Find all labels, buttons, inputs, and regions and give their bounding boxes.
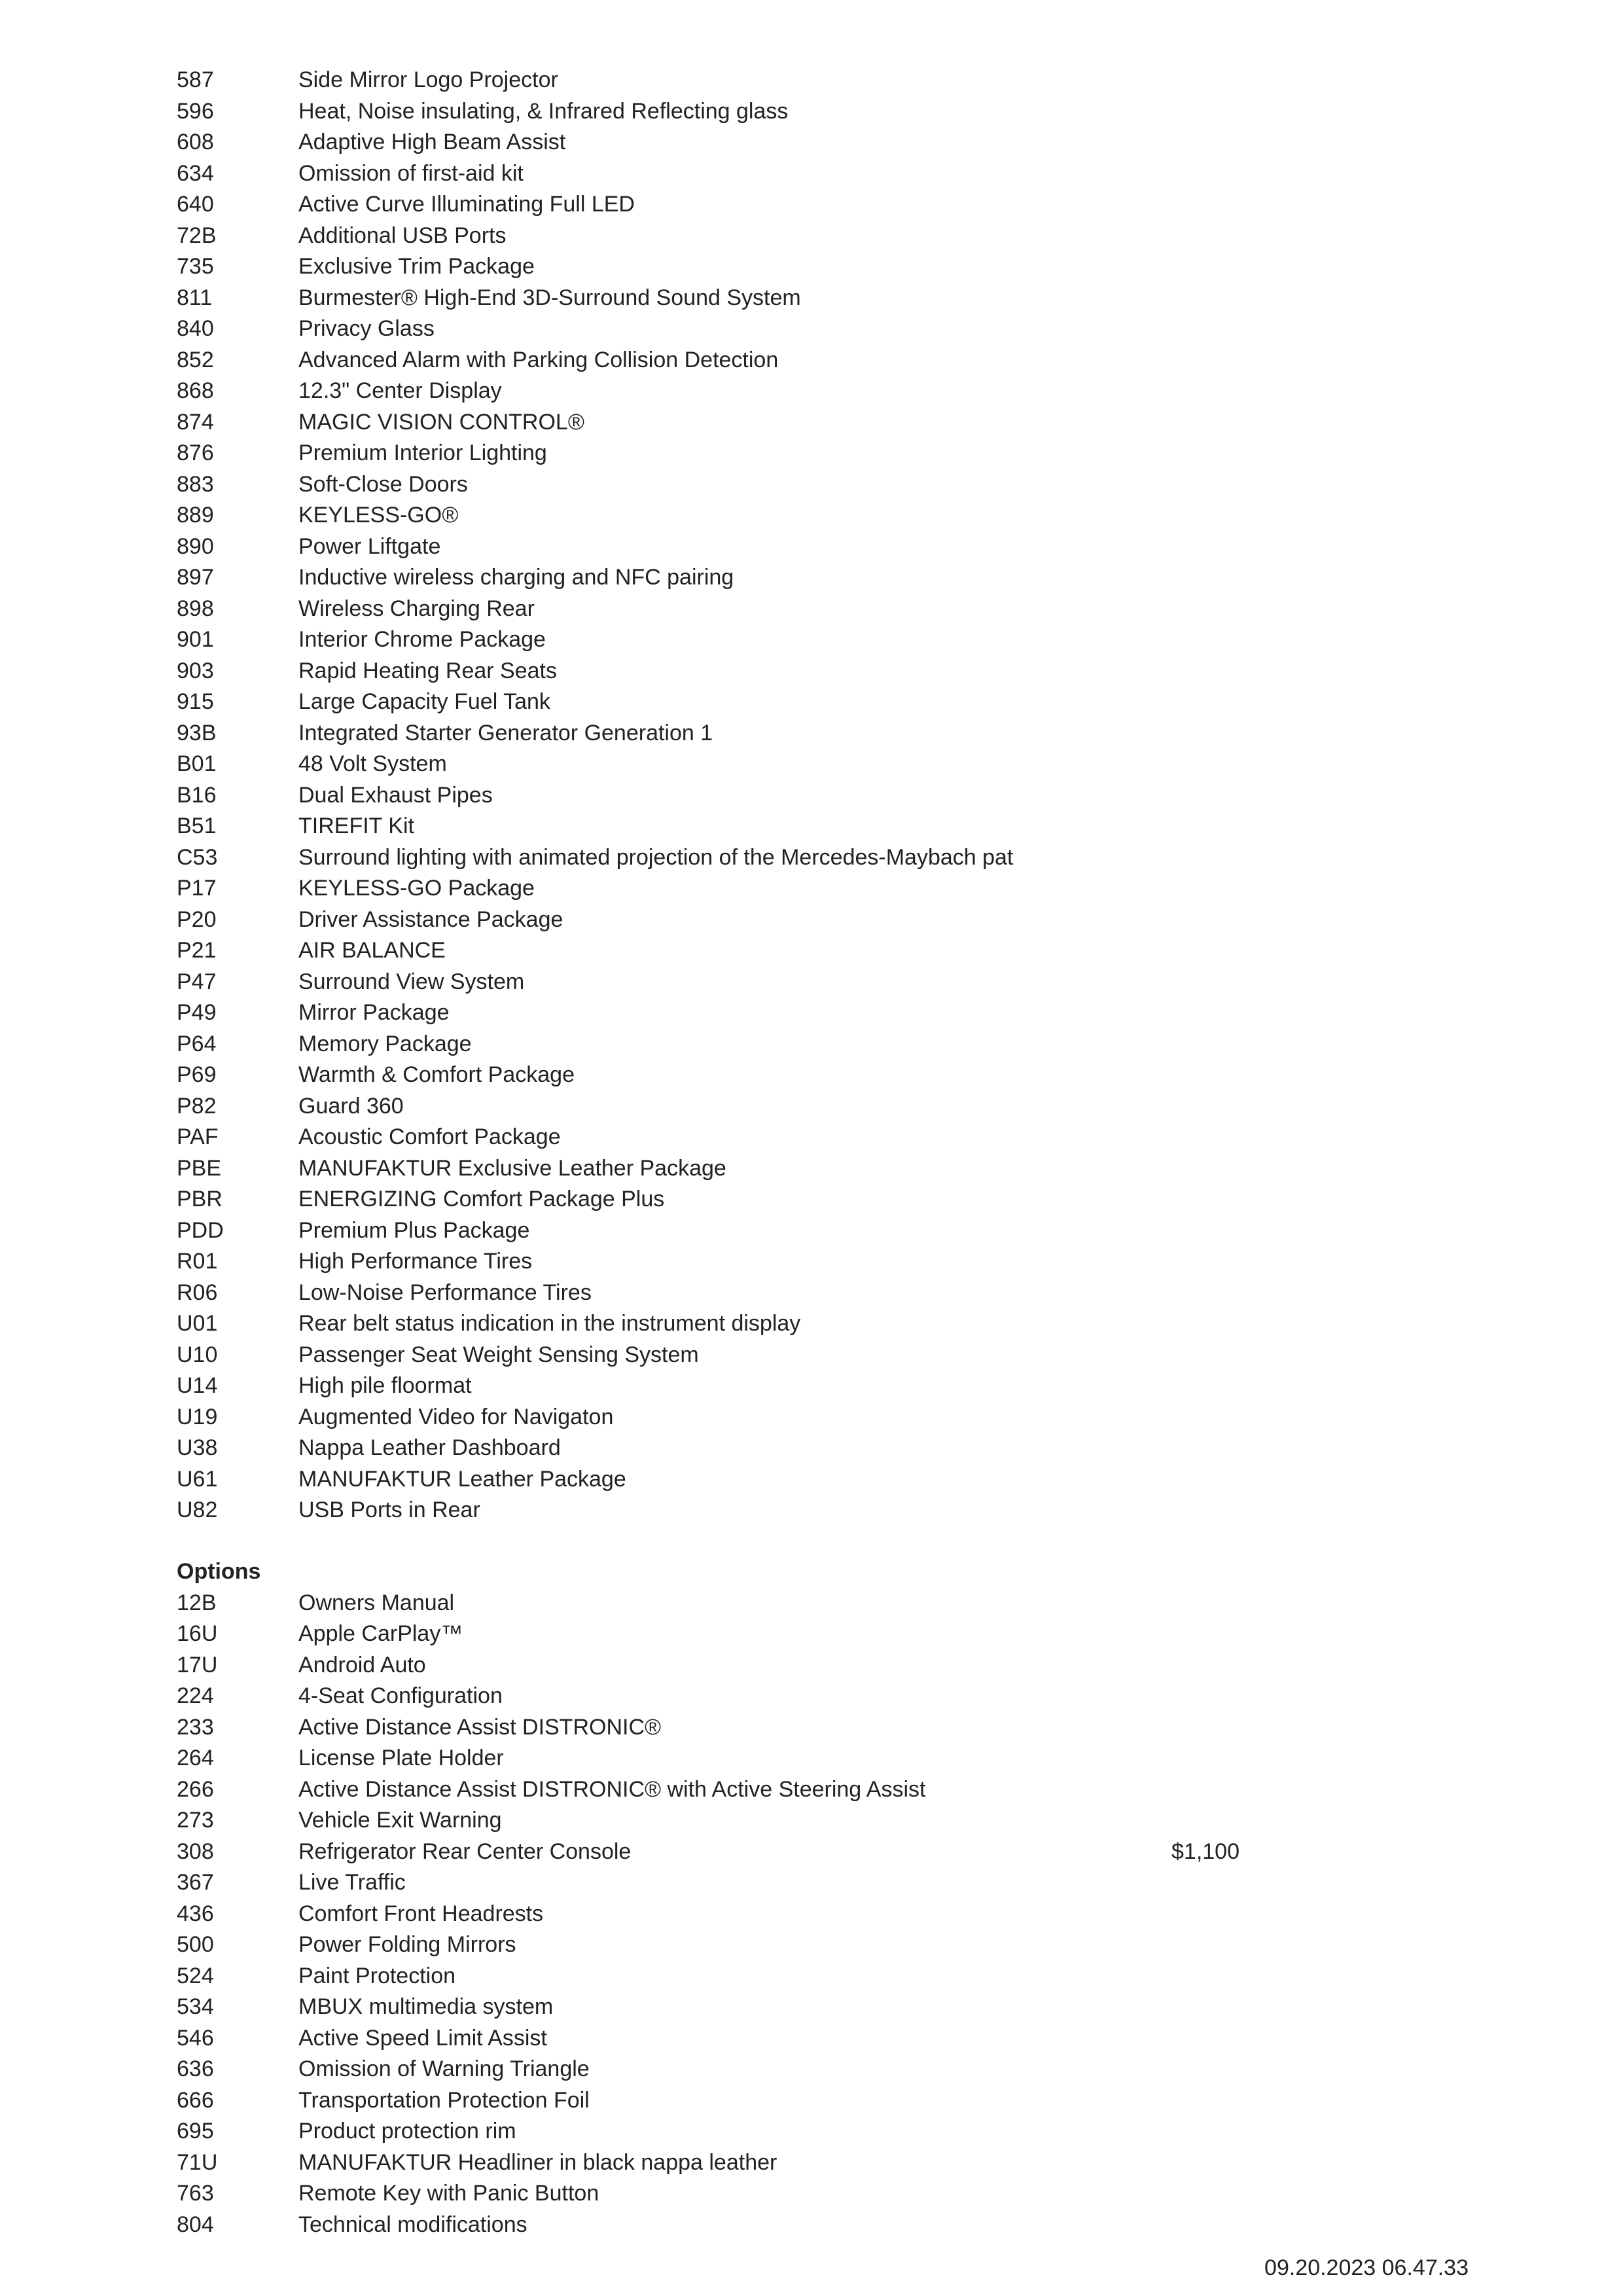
- list-item: [177, 1091, 1355, 1122]
- item-description: High Performance Tires: [298, 1249, 533, 1274]
- item-description: Rear belt status indication in the instrument display: [298, 1311, 801, 1336]
- item-description: Additional USB Ports: [298, 223, 507, 248]
- list-item: [177, 189, 1355, 221]
- item-code: 840: [177, 316, 214, 341]
- footer-timestamp: 09.20.2023 06.47.33: [1264, 2255, 1469, 2280]
- item-code: P21: [177, 938, 217, 963]
- list-item: [177, 221, 1355, 252]
- item-description: 4-Seat Configuration: [298, 1683, 503, 1708]
- item-description: Apple CarPlay™: [298, 1621, 463, 1646]
- item-description: MANUFAKTUR Headliner in black nappa leather: [298, 2149, 777, 2175]
- list-item: [177, 2116, 1355, 2147]
- item-description: MAGIC VISION CONTROL®: [298, 409, 584, 435]
- list-item: [177, 1619, 1355, 1650]
- item-code: 308: [177, 1839, 214, 1864]
- list-item: [177, 407, 1355, 439]
- list-item: [177, 1743, 1355, 1774]
- item-code: 273: [177, 1808, 214, 1833]
- item-code: P82: [177, 1093, 217, 1119]
- item-description: Heat, Noise insulating, & Infrared Reflecting glass: [298, 98, 789, 124]
- item-code: 915: [177, 689, 214, 714]
- item-description: License Plate Holder: [298, 1746, 504, 1770]
- list-item: [177, 594, 1355, 625]
- item-description: Mirror Package: [298, 1000, 450, 1025]
- item-description: Technical modifications: [298, 2212, 527, 2237]
- list-item: [177, 1867, 1355, 1899]
- list-item: [177, 1495, 1355, 1526]
- item-description: Integrated Starter Generator Generation 1: [298, 720, 713, 745]
- list-item: [177, 1774, 1355, 1806]
- list-item: [177, 1464, 1355, 1496]
- list-item: [177, 1060, 1355, 1091]
- item-description: Privacy Glass: [298, 316, 435, 341]
- item-description: Surround lighting with animated projection of the Mercedes-Maybach pat: [298, 844, 1014, 870]
- item-description: 12.3" Center Display: [298, 378, 502, 403]
- item-description: Premium Interior Lighting: [298, 440, 547, 465]
- item-description: Power Folding Mirrors: [298, 1932, 516, 1957]
- item-code: 876: [177, 440, 214, 465]
- item-description: Active Curve Illuminating Full LED: [298, 192, 635, 217]
- item-description: Soft-Close Doors: [298, 471, 468, 497]
- item-description: Side Mirror Logo Projector: [298, 67, 558, 92]
- list-item: [177, 2054, 1355, 2085]
- item-description: Power Liftgate: [298, 533, 441, 559]
- item-code: 735: [177, 254, 214, 279]
- item-description: Rapid Heating Rear Seats: [298, 658, 558, 683]
- list-item: [177, 687, 1355, 718]
- item-description: ENERGIZING Comfort Package Plus: [298, 1187, 665, 1211]
- item-description: High pile floormat: [298, 1373, 472, 1398]
- list-item: [177, 1961, 1355, 1992]
- item-code: 16U: [177, 1621, 218, 1646]
- item-description: Android Auto: [298, 1652, 426, 1677]
- item-code: 804: [177, 2212, 214, 2237]
- item-description: Transportation Protection Foil: [298, 2087, 590, 2113]
- list-item: [177, 314, 1355, 345]
- list-item: [177, 2210, 1355, 2241]
- item-code: 640: [177, 192, 214, 217]
- item-code: R01: [177, 1249, 218, 1274]
- item-code: 71U: [177, 2149, 218, 2175]
- item-code: PDD: [177, 1217, 224, 1243]
- item-description: MANUFAKTUR Leather Package: [298, 1466, 626, 1492]
- item-description: Owners Manual: [298, 1590, 455, 1615]
- item-code: 93B: [177, 720, 217, 745]
- list-item: [177, 1899, 1355, 1930]
- item-price: $1,100: [1171, 1839, 1240, 1864]
- item-description: Burmester® High-End 3D-Surround Sound System: [298, 285, 801, 310]
- item-code: P17: [177, 876, 217, 901]
- item-code: P20: [177, 906, 217, 932]
- item-code: R06: [177, 1280, 218, 1305]
- item-code: 852: [177, 347, 214, 372]
- item-code: U01: [177, 1311, 218, 1336]
- item-description: TIREFIT Kit: [298, 814, 414, 838]
- list-item: [177, 1340, 1355, 1371]
- list-item: [177, 65, 1355, 96]
- list-item: [177, 967, 1355, 998]
- item-description: Nappa Leather Dashboard: [298, 1435, 561, 1460]
- list-item: [177, 1650, 1355, 1681]
- list-item: [177, 873, 1355, 905]
- item-description: Low-Noise Performance Tires: [298, 1280, 592, 1305]
- list-item: [177, 2023, 1355, 2054]
- item-description: AIR BALANCE: [298, 938, 446, 963]
- list-item: [177, 251, 1355, 283]
- list-item: [177, 96, 1355, 128]
- item-code: 666: [177, 2087, 214, 2113]
- options-section: [177, 1556, 1355, 2240]
- item-code: U38: [177, 1435, 218, 1460]
- list-item: [177, 2147, 1355, 2179]
- item-code: 763: [177, 2181, 214, 2206]
- item-code: 889: [177, 503, 214, 528]
- item-description: KEYLESS-GO®: [298, 503, 459, 528]
- list-item: [177, 1929, 1355, 1961]
- list-item: [177, 1308, 1355, 1340]
- item-code: 636: [177, 2056, 214, 2081]
- item-description: Interior Chrome Package: [298, 627, 546, 652]
- list-item: [177, 1029, 1355, 1060]
- list-item: [177, 749, 1355, 780]
- list-item: [177, 376, 1355, 407]
- item-code: PBR: [177, 1187, 223, 1211]
- item-code: 903: [177, 658, 214, 683]
- list-item: [177, 1588, 1355, 1619]
- item-description: Premium Plus Package: [298, 1217, 530, 1243]
- item-code: U14: [177, 1373, 218, 1398]
- list-item: [177, 531, 1355, 563]
- item-description: KEYLESS-GO Package: [298, 876, 535, 901]
- item-description: MANUFAKTUR Exclusive Leather Package: [298, 1155, 726, 1181]
- item-description: Product protection rim: [298, 2119, 516, 2144]
- item-code: 634: [177, 160, 214, 186]
- list-item: [177, 1184, 1355, 1215]
- list-item: [177, 656, 1355, 687]
- item-code: P64: [177, 1031, 217, 1056]
- list-item: [177, 1246, 1355, 1278]
- item-description: Warmth & Comfort Package: [298, 1062, 575, 1087]
- item-code: U10: [177, 1342, 218, 1367]
- list-item: [177, 718, 1355, 749]
- item-code: 224: [177, 1683, 214, 1708]
- item-description: Omission of Warning Triangle: [298, 2056, 590, 2081]
- item-description: Active Distance Assist DISTRONIC® with Active Steering Assist: [298, 1776, 926, 1802]
- item-code: P47: [177, 969, 217, 994]
- list-item: [177, 562, 1355, 594]
- item-description: Refrigerator Rear Center Console: [298, 1839, 632, 1864]
- item-code: 500: [177, 1932, 214, 1957]
- item-description: MBUX multimedia system: [298, 1994, 554, 2019]
- item-description: Large Capacity Fuel Tank: [298, 689, 550, 714]
- list-item: [177, 842, 1355, 874]
- list-item: [177, 2178, 1355, 2210]
- item-code: 901: [177, 627, 214, 652]
- item-code: 596: [177, 98, 214, 124]
- item-description: Active Speed Limit Assist: [298, 2025, 547, 2051]
- item-description: Adaptive High Beam Assist: [298, 130, 566, 154]
- item-description: Acoustic Comfort Package: [298, 1124, 561, 1149]
- item-description: Passenger Seat Weight Sensing System: [298, 1342, 699, 1367]
- list-item: [177, 1712, 1355, 1744]
- list-item: [177, 780, 1355, 812]
- list-item: [177, 1278, 1355, 1309]
- list-item: [177, 1215, 1355, 1247]
- item-code: 897: [177, 565, 214, 590]
- item-code: 534: [177, 1994, 214, 2019]
- item-code: B51: [177, 814, 217, 838]
- item-description: Omission of first-aid kit: [298, 160, 524, 186]
- item-code: 264: [177, 1746, 214, 1770]
- list-item: [177, 1992, 1355, 2023]
- list-item: [177, 469, 1355, 501]
- list-item: [177, 1153, 1355, 1185]
- list-item: [177, 127, 1355, 158]
- item-description: Comfort Front Headrests: [298, 1901, 544, 1926]
- list-item: [177, 283, 1355, 314]
- item-code: 233: [177, 1714, 214, 1740]
- item-description: Advanced Alarm with Parking Collision Detection: [298, 347, 779, 372]
- item-code: 436: [177, 1901, 214, 1926]
- item-description: USB Ports in Rear: [298, 1498, 480, 1522]
- item-description: Memory Package: [298, 1031, 472, 1056]
- item-description: Guard 360: [298, 1093, 404, 1119]
- item-code: 546: [177, 2025, 214, 2051]
- list-item: [177, 1122, 1355, 1153]
- list-item: [177, 935, 1355, 967]
- item-code: 524: [177, 1963, 214, 1988]
- list-item: [177, 2085, 1355, 2117]
- list-item: [177, 158, 1355, 190]
- item-code: 12B: [177, 1590, 217, 1615]
- list-item: [177, 438, 1355, 469]
- item-code: 890: [177, 533, 214, 559]
- item-code: U19: [177, 1404, 218, 1429]
- item-code: 898: [177, 596, 214, 621]
- item-code: B01: [177, 751, 217, 776]
- item-code: 266: [177, 1776, 214, 1802]
- item-description: Paint Protection: [298, 1963, 456, 1988]
- item-description: Remote Key with Panic Button: [298, 2181, 599, 2206]
- item-code: 72B: [177, 223, 217, 248]
- item-code: 868: [177, 378, 214, 403]
- item-description: Exclusive Trim Package: [298, 254, 535, 279]
- list-item: [177, 905, 1355, 936]
- item-code: 367: [177, 1870, 214, 1895]
- item-description: Active Distance Assist DISTRONIC®: [298, 1714, 662, 1740]
- list-item: [177, 811, 1355, 842]
- item-description: Inductive wireless charging and NFC pairing: [298, 565, 734, 590]
- item-code: P69: [177, 1062, 217, 1087]
- item-description: Vehicle Exit Warning: [298, 1808, 502, 1833]
- item-code: PBE: [177, 1155, 222, 1181]
- list-item: [177, 500, 1355, 531]
- list-item: [177, 624, 1355, 656]
- item-description: Surround View System: [298, 969, 525, 994]
- list-item: [177, 1371, 1355, 1402]
- item-code: C53: [177, 844, 218, 870]
- list-item: [177, 1433, 1355, 1464]
- item-code: 811: [177, 285, 213, 310]
- item-code: PAF: [177, 1124, 219, 1149]
- item-description: 48 Volt System: [298, 751, 447, 776]
- item-code: 695: [177, 2119, 214, 2144]
- list-item: [177, 1402, 1355, 1433]
- list-item: [177, 345, 1355, 376]
- item-code: U82: [177, 1498, 218, 1522]
- item-code: 17U: [177, 1652, 218, 1677]
- item-description: Augmented Video for Navigaton: [298, 1404, 614, 1429]
- item-code: P49: [177, 1000, 217, 1025]
- options-heading: Options: [177, 1559, 261, 1584]
- item-description: Dual Exhaust Pipes: [298, 782, 493, 808]
- standard-equipment-list: [177, 65, 1355, 1526]
- item-code: 883: [177, 471, 214, 497]
- item-code: 587: [177, 67, 214, 92]
- list-item: [177, 1805, 1355, 1837]
- item-description: Wireless Charging Rear: [298, 596, 535, 621]
- item-code: B16: [177, 782, 217, 808]
- list-item: [177, 1681, 1355, 1712]
- item-description: Live Traffic: [298, 1870, 406, 1895]
- item-code: 874: [177, 409, 214, 435]
- item-code: 608: [177, 130, 214, 154]
- options-list: [177, 1588, 1355, 2241]
- list-item: [177, 997, 1355, 1029]
- item-code: U61: [177, 1466, 218, 1492]
- list-item: [177, 1837, 1355, 1868]
- item-description: Driver Assistance Package: [298, 906, 563, 932]
